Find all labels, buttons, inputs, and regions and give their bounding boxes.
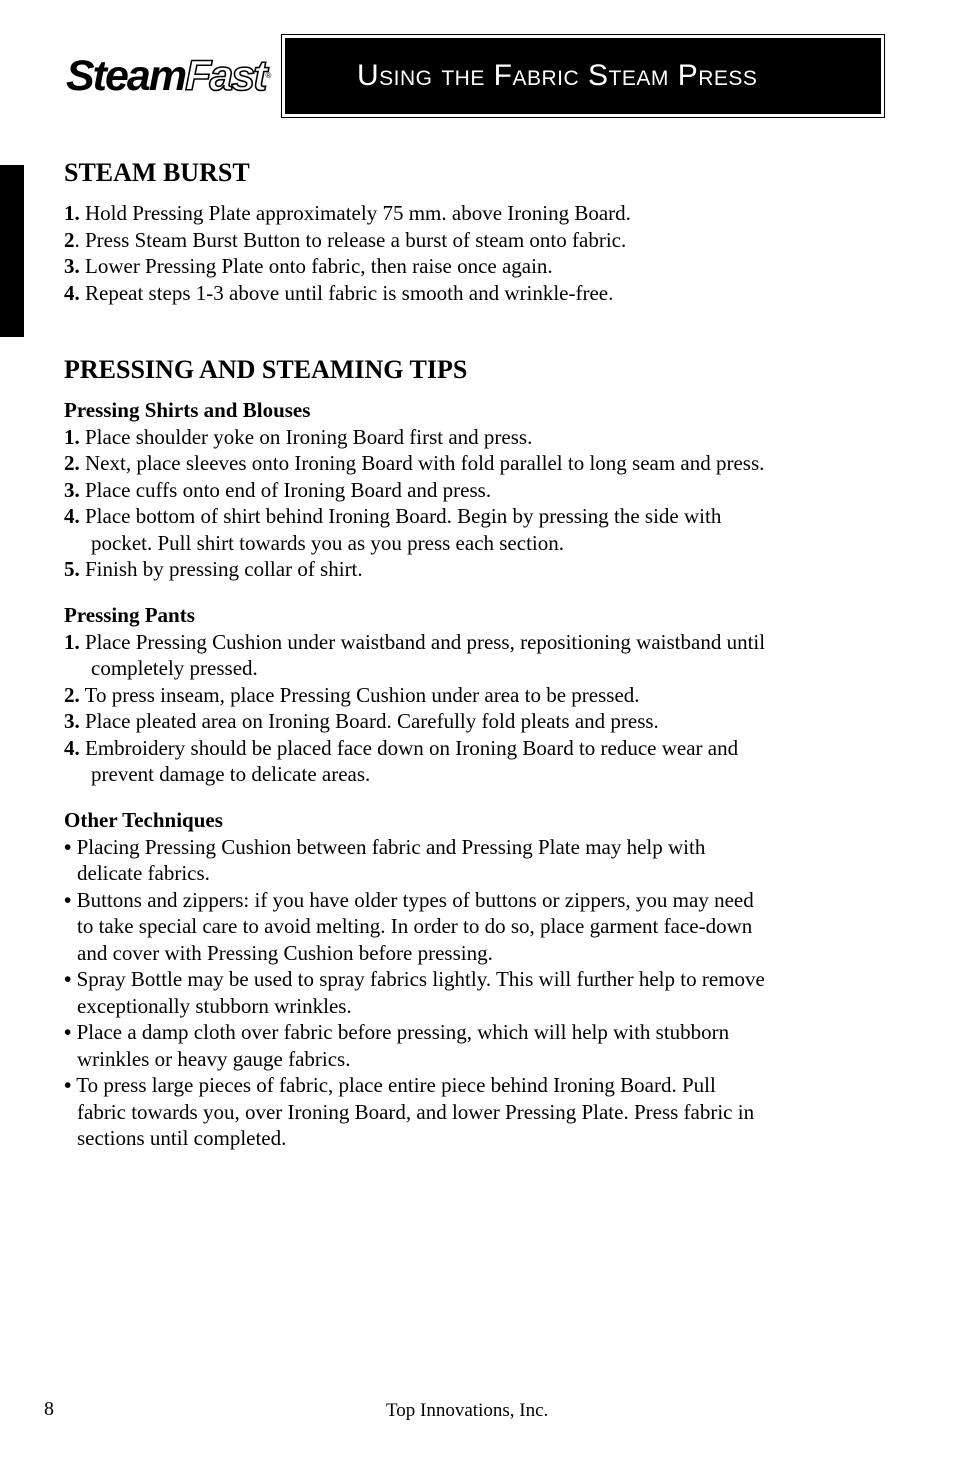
- pants-steps: [64, 629, 894, 788]
- step-number: 5.: [64, 557, 80, 581]
- page-title: Using the Fabric Steam Press: [285, 38, 881, 114]
- bullet-icon: •: [64, 1073, 72, 1097]
- pants-title: Pressing Pants: [64, 603, 195, 627]
- logo-fast-text: Fast: [185, 52, 266, 100]
- shirts-title: Pressing Shirts and Blouses: [64, 398, 311, 422]
- shirts-step: [64, 477, 894, 504]
- step-text: Repeat steps 1-3 above until fabric is smooth and wrinkle-free.: [79, 280, 614, 305]
- step-number: 2: [64, 227, 75, 252]
- step-number: 1.: [64, 424, 80, 449]
- pants-step: [64, 629, 894, 682]
- step-text: Hold Pressing Plate approximately 75 mm. above Ironing Board.: [79, 201, 631, 225]
- step-number: 2.: [64, 451, 80, 475]
- steam-burst-step: [64, 200, 894, 227]
- shirts-section: [64, 397, 894, 583]
- step-line: [64, 200, 894, 227]
- pants-step: [64, 735, 894, 788]
- technique-line: [64, 1019, 894, 1046]
- step-line: [64, 227, 894, 254]
- logo-steam-text: Steam: [66, 52, 186, 100]
- step-continuation-text: pocket. Pull shirt towards you as you press each section.: [91, 530, 564, 555]
- step-line: [64, 253, 894, 280]
- technique-continuation-text: and cover with Pressing Cushion before pressing.: [77, 940, 493, 965]
- bullet-icon: •: [64, 967, 72, 991]
- technique-item: [64, 834, 894, 887]
- step-number: 3.: [64, 709, 80, 733]
- step-line: [64, 450, 894, 477]
- step-text: Lower Pressing Plate onto fabric, then raise once again.: [79, 254, 553, 278]
- steam-burst-steps: [64, 200, 894, 306]
- step-text: Embroidery should be placed face down on Ironing Board to reduce wear and: [79, 735, 739, 760]
- step-number: 3.: [64, 477, 80, 502]
- bullet-icon: •: [64, 834, 72, 859]
- shirts-steps: [64, 424, 894, 583]
- bullet-icon: •: [64, 1020, 72, 1044]
- pants-section: [64, 602, 894, 788]
- technique-continuation-text: exceptionally stubborn wrinkles.: [77, 993, 352, 1018]
- step-number: 1.: [64, 201, 80, 225]
- technique-continuation-text: wrinkles or heavy gauge fabrics.: [77, 1046, 351, 1071]
- step-line: [64, 556, 894, 583]
- step-number: 4.: [64, 735, 80, 760]
- step-number: 4.: [64, 504, 80, 528]
- step-line: [64, 735, 894, 762]
- step-continuation-text: prevent damage to delicate areas.: [91, 762, 371, 786]
- step-text: Place pleated area on Ironing Board. Carefully fold pleats and press.: [79, 709, 659, 733]
- step-number: 1.: [64, 629, 80, 654]
- step-number: 4.: [64, 280, 80, 305]
- other-techniques-list: [64, 834, 894, 1152]
- technique-item: [64, 966, 894, 1019]
- step-text: Place Pressing Cushion under waistband and press, repositioning waistband until: [79, 629, 766, 654]
- step-text: Next, place sleeves onto Ironing Board with fold parallel to long seam and press.: [79, 451, 765, 475]
- technique-item: [64, 887, 894, 967]
- other-techniques-title: Other Techniques: [64, 808, 223, 832]
- step-line: [64, 503, 894, 530]
- footer-company: Top Innovations, Inc.: [386, 1400, 549, 1421]
- technique-text: Placing Pressing Cushion between fabric and Pressing Plate may help with: [71, 834, 706, 859]
- tips-heading: PRESSING AND STEAMING TIPS: [64, 355, 468, 384]
- step-line: [64, 280, 894, 307]
- step-text: To press inseam, place Pressing Cushion under area to be pressed.: [79, 682, 640, 707]
- page-number: 8: [44, 1398, 54, 1420]
- steamfast-logo: [66, 52, 271, 100]
- technique-continuation-text: to take special care to avoid melting. In order to do so, place garment face-down: [77, 914, 753, 938]
- technique-item: [64, 1019, 894, 1072]
- technique-continuation-text: fabric towards you, over Ironing Board, and lower Pressing Plate. Press fabric in: [77, 1099, 755, 1124]
- step-text: Place bottom of shirt behind Ironing Board. Begin by pressing the side with: [79, 504, 722, 528]
- steam-burst-step: [64, 280, 894, 307]
- technique-continuation-text: delicate fabrics.: [77, 861, 210, 885]
- pants-step: [64, 708, 894, 735]
- pants-step: [64, 682, 894, 709]
- shirts-step: [64, 424, 894, 451]
- shirts-step: [64, 556, 894, 583]
- logo-registered-mark: ®: [265, 71, 272, 80]
- section-tab-marker: [0, 165, 24, 337]
- technique-line: [64, 1072, 894, 1099]
- steam-burst-step: [64, 253, 894, 280]
- page-title-box: [281, 34, 885, 118]
- bullet-icon: •: [64, 887, 72, 912]
- step-line: [64, 708, 894, 735]
- step-continuation-text: completely pressed.: [91, 656, 258, 680]
- technique-line: [64, 966, 894, 993]
- technique-continuation-text: sections until completed.: [77, 1126, 287, 1150]
- step-line: [64, 424, 894, 451]
- step-line: [64, 629, 894, 656]
- step-number: 3.: [64, 254, 80, 278]
- step-text: Place cuffs onto end of Ironing Board and press.: [79, 477, 492, 502]
- technique-text: Buttons and zippers: if you have older types of buttons or zippers, you may need: [71, 887, 754, 912]
- technique-text: Place a damp cloth over fabric before pressing, which will help with stubborn: [71, 1020, 730, 1044]
- step-line: [64, 682, 894, 709]
- technique-text: To press large pieces of fabric, place entire piece behind Ironing Board. Pull: [71, 1073, 716, 1097]
- shirts-step: [64, 503, 894, 556]
- step-text: . Press Steam Burst Button to release a burst of steam onto fabric.: [74, 227, 627, 252]
- technique-line: [64, 834, 894, 861]
- shirts-step: [64, 450, 894, 477]
- step-line: [64, 477, 894, 504]
- technique-item: [64, 1072, 894, 1152]
- step-number: 2.: [64, 682, 80, 707]
- steam-burst-step: [64, 227, 894, 254]
- technique-line: [64, 887, 894, 914]
- step-text: Finish by pressing collar of shirt.: [79, 557, 363, 581]
- technique-text: Spray Bottle may be used to spray fabrics lightly. This will further help to remove: [71, 967, 765, 991]
- other-techniques-section: [64, 807, 894, 1152]
- step-text: Place shoulder yoke on Ironing Board first and press.: [79, 424, 533, 449]
- steam-burst-heading: STEAM BURST: [64, 158, 250, 187]
